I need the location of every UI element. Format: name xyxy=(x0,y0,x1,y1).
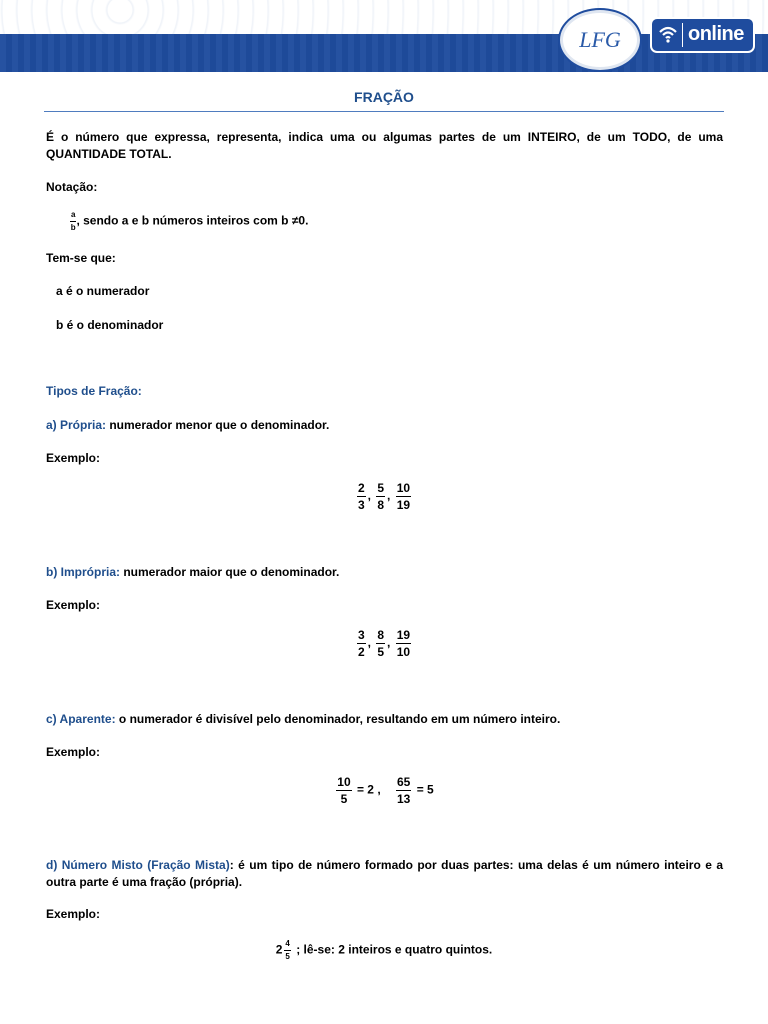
aparente-text: o numerador é divisível pelo denominador, resultando em um número inteiro. xyxy=(115,712,561,726)
impropria-line xyxy=(46,565,339,579)
online-badge xyxy=(650,17,755,53)
fraction xyxy=(336,776,351,805)
misto-label: d) Número Misto (Fração Mista) xyxy=(46,858,230,872)
denominator: 10 xyxy=(396,645,411,659)
notation-text: , sendo a e b números inteiros com b ≠0. xyxy=(76,213,309,228)
equals-text: = 2 , xyxy=(356,782,381,797)
impropria-fractions xyxy=(0,629,768,658)
propria-text: numerador menor que o denominador. xyxy=(106,418,330,432)
denominator: 19 xyxy=(396,498,411,512)
fraction xyxy=(396,482,411,511)
mixed-whole: 2 xyxy=(275,942,283,957)
notation-denominator: b xyxy=(70,223,76,232)
title-rule xyxy=(44,111,724,112)
notacao-label: Notação: xyxy=(46,180,98,194)
numerator: 5 xyxy=(377,481,384,495)
denominator: 5 xyxy=(285,952,290,961)
lfg-logo-text: LFG xyxy=(579,27,621,52)
fraction xyxy=(357,629,366,658)
mixed-reading: ; lê-se: 2 inteiros e quatro quintos. xyxy=(296,942,493,957)
numerator: 2 xyxy=(357,481,365,495)
badge-divider xyxy=(682,23,683,47)
notation-line xyxy=(70,211,308,232)
separator: , xyxy=(367,635,371,650)
numerator: 3 xyxy=(357,628,365,642)
misto-paragraph xyxy=(46,857,723,891)
intro-paragraph: É o número que expressa, representa, indica uma ou algumas partes de um INTEIRO, de um TODO, de uma QUANTIDADE TOTAL. xyxy=(46,130,723,161)
numerator: 10 xyxy=(396,481,411,495)
numerator: 4 xyxy=(284,940,290,951)
aparente-line xyxy=(46,712,560,726)
misto-example xyxy=(0,940,768,961)
numerator: 10 xyxy=(337,775,351,789)
numerador-text: a é o numerador xyxy=(56,284,150,298)
propria-line xyxy=(46,418,329,432)
propria-fractions xyxy=(0,482,768,511)
fraction xyxy=(376,629,385,658)
numerator: 65 xyxy=(397,775,411,789)
aparente-label: c) Aparente: xyxy=(46,712,116,726)
page-title: FRAÇÃO xyxy=(354,89,414,105)
denominador-text: b é o denominador xyxy=(56,318,164,332)
denominator: 5 xyxy=(377,645,384,659)
misto-text: : é um tipo de número formado por duas partes: uma delas é um número inteiro e a outra parte é uma fração (própria). xyxy=(46,858,723,889)
fraction xyxy=(396,776,411,805)
notation-numerator: a xyxy=(70,211,76,222)
lfg-logo xyxy=(560,10,640,70)
numerator: 8 xyxy=(377,628,384,642)
aparente-fractions xyxy=(0,776,768,805)
separator: , xyxy=(387,488,391,503)
impropria-label: b) Imprópria: xyxy=(46,565,120,579)
tipos-heading: Tipos de Fração: xyxy=(46,384,142,398)
separator: , xyxy=(367,488,371,503)
fraction xyxy=(376,482,385,511)
separator: , xyxy=(387,635,391,650)
header-banner xyxy=(0,0,768,72)
aparente-exemplo: Exemplo: xyxy=(46,745,101,759)
propria-label: a) Própria: xyxy=(46,418,107,432)
mixed-fraction xyxy=(284,940,290,961)
temse-label: Tem-se que: xyxy=(46,251,116,265)
fraction xyxy=(396,629,411,658)
online-label: online xyxy=(688,23,744,45)
denominator: 13 xyxy=(397,792,411,806)
denominator: 2 xyxy=(357,645,365,659)
misto-exemplo: Exemplo: xyxy=(46,907,101,921)
propria-exemplo: Exemplo: xyxy=(46,451,101,465)
wifi-icon xyxy=(658,24,678,44)
equals-text: = 5 xyxy=(416,782,434,797)
fraction xyxy=(357,482,366,511)
numerator: 19 xyxy=(396,628,411,642)
impropria-text: numerador maior que o denominador. xyxy=(120,565,340,579)
denominator: 5 xyxy=(340,792,348,806)
impropria-exemplo: Exemplo: xyxy=(46,598,101,612)
denominator: 3 xyxy=(357,498,365,512)
denominator: 8 xyxy=(377,498,384,512)
